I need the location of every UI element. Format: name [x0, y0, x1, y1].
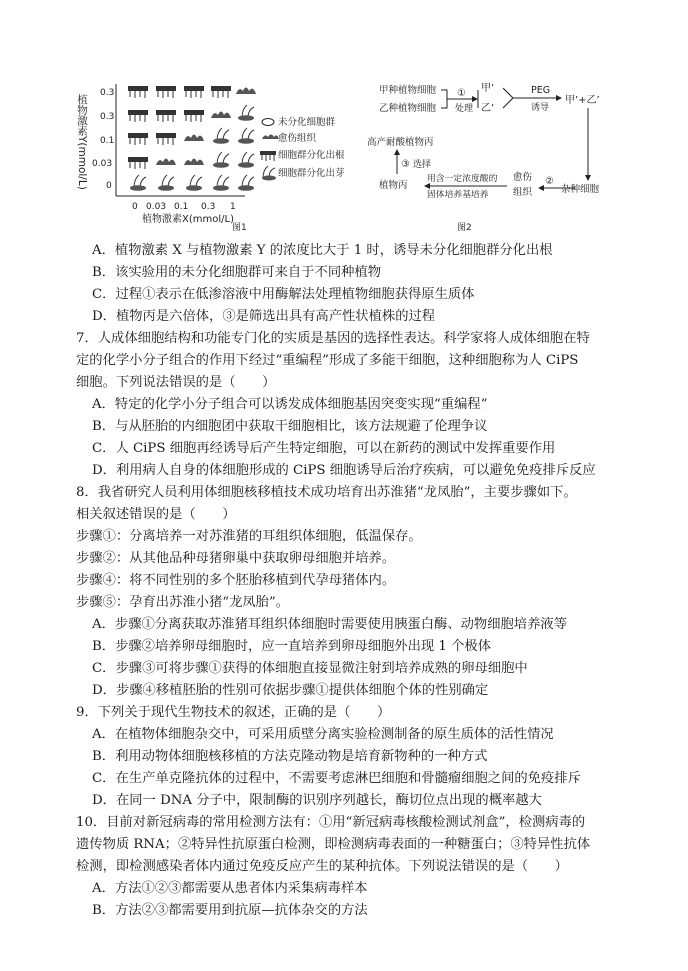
shoot-icon [213, 128, 229, 144]
fig2-caption: 图2 [457, 223, 472, 233]
text-line: 步骤①：分离培养一对苏淮猪的耳组织体细胞，低温保存。 [76, 529, 422, 544]
root-icon [260, 151, 276, 161]
fig1-y-tick: 0 [106, 181, 112, 191]
fig2-peg: PEG [531, 85, 551, 96]
text-line: A．特定的化学小分子组合可以诱发成体细胞基因突变实现“重编程” [92, 397, 488, 412]
undifferentiated-cell-icon [262, 119, 274, 126]
fig2-cell-a: 甲种植物细胞 [379, 85, 437, 96]
fig1-y-tick: 0.3 [100, 112, 115, 122]
fig2-bracket [441, 90, 454, 108]
fig2-medium: 固体培养基培养 [427, 190, 489, 200]
fig2-callus: 组织 [513, 187, 533, 198]
shoot-icon [238, 152, 254, 168]
text-line: D．在同一 DNA 分子中，限制酶的识别序列越长，酶切位点出现的概率越大 [92, 793, 542, 808]
text-line: 定的化学小分子组合的作用下经过“重编程”形成了多能干细胞，这种细胞称为人 CiPS [76, 353, 579, 368]
text-line: 相关叙述错误的是（ ） [76, 507, 236, 522]
text-line: C．人 CiPS 细胞再经诱导后产生特定细胞，可以在新药的测试中发挥重要作用 [92, 441, 556, 456]
callus-icon [236, 88, 256, 95]
root-icon [128, 110, 148, 122]
fig2-step1: ① [457, 88, 466, 99]
shoot-icon [186, 175, 202, 191]
fig1-legend-item: 细胞群分化出芽 [278, 168, 345, 179]
text-line: A．步骤①分离获取苏淮猪耳组织体细胞时需要使用胰蛋白酶、动物细胞培养液等 [92, 617, 567, 632]
text-line: A．在植物体细胞杂交中，可采用质壁分离实验检测制备的原生质体的活性情况 [92, 727, 554, 742]
fig2-jia: 甲’ [481, 83, 495, 94]
text-line: D．步骤④移植胚胎的性别可依据步骤①提供体细胞个体的性别确定 [92, 683, 489, 698]
text-line: D．利用病人自身的体细胞形成的 CiPS 细胞诱导后治疗疾病，可以避免免疫排斥反应 [92, 463, 596, 478]
fig1-x-tick: 0.3 [201, 202, 216, 212]
fig2-hybrid: 杂种细胞 [561, 184, 600, 195]
shoot-icon [130, 175, 146, 191]
text-line: D．植物丙是六倍体，③是筛选出具有高产性状植株的过程 [92, 309, 436, 324]
fig1-x-tick: 0.03 [146, 202, 167, 212]
text-line: C．步骤③可将步骤①获得的体细胞直接显微注射到培养成熟的卵母细胞中 [92, 661, 528, 676]
callus-icon [184, 135, 204, 142]
root-icon [156, 110, 176, 122]
shoot-icon [238, 105, 254, 121]
root-icon [128, 86, 148, 98]
root-icon [184, 86, 204, 98]
fig1-y-tick: 0.03 [92, 159, 113, 169]
shoot-icon [213, 175, 229, 191]
callus-icon [262, 135, 279, 140]
fig1-legend-item: 细胞群分化出根 [278, 150, 345, 161]
fig1-x-tick: 0.1 [174, 202, 189, 212]
text-line: 细胞。下列说法错误的是（ ） [76, 375, 276, 390]
fig2-medium: 用含一定浓度酸的 [427, 174, 498, 184]
fig2-step2: ② [545, 176, 554, 187]
fig2-fused: 甲’+乙’ [565, 95, 600, 106]
text-line: A．植物激素 X 与植物激素 Y 的浓度比大于 1 时，诱导未分化细胞群分化出根 [92, 243, 553, 258]
fig2-cell-b: 乙种植物细胞 [379, 103, 437, 114]
fig2-step3-label: 选择 [413, 160, 432, 170]
text-line: 8．我省研究人员利用体细胞核移植技术成功培育出苏淮猪“龙凤胎”，主要步骤如下。 [76, 485, 577, 500]
root-icon [128, 157, 148, 169]
fig1-legend-item: 未分化细胞群 [278, 117, 336, 128]
figure-2-diagram [365, 78, 640, 236]
text-line: 步骤④：将不同性别的多个胚胎移植到代孕母猪体内。 [76, 573, 396, 588]
fig2-step1-label: 处理 [455, 104, 474, 114]
fig1-x-axis-title: 植物激素X(mmol/L) [142, 214, 234, 225]
fig1-legend-item: 愈伤组织 [278, 133, 317, 144]
fig1-legend [260, 116, 345, 181]
callus-icon [211, 112, 231, 119]
text-line: B．方法②③都需要用到抗原—抗体杂交的方法 [92, 903, 368, 918]
figure-1-plot [70, 78, 370, 236]
shoot-icon [213, 152, 229, 168]
fig2-plant-c: 植物丙 [379, 180, 408, 191]
fig1-cell-grid [128, 86, 256, 191]
root-icon [156, 133, 176, 145]
root-icon [128, 133, 148, 145]
callus-icon [184, 159, 204, 166]
root-icon [211, 86, 231, 98]
fig1-x-tick: 1 [230, 202, 236, 212]
text-line: 检测，即检测感染者体内通过免疫反应产生的某种抗体。下列说法错误的是（ ） [76, 859, 568, 874]
fig2-merge [503, 88, 513, 108]
fig2-plant-c-title: 高产耐酸植物丙 [367, 137, 434, 148]
text-line: B．该实验用的未分化细胞群可来自于不同种植物 [92, 265, 382, 280]
text-line: 7．人成体细胞结构和功能专门化的实质是基因的选择性表达。科学家将人成体细胞在特 [76, 331, 590, 346]
figure-2 [365, 78, 640, 236]
fig2-callus: 愈伤 [513, 172, 533, 183]
root-icon [156, 86, 176, 98]
shoot-icon [238, 128, 254, 144]
fig1-x-tick: 0 [132, 202, 138, 212]
callus-icon [156, 159, 176, 166]
text-line: 10．目前对新冠病毒的常用检测方法有：①用“新冠病毒核酸检测试剂盒”，检测病毒的 [76, 815, 586, 830]
text-line: C．过程①表示在低渗溶液中用酶解法处理植物细胞获得原生质体 [92, 287, 475, 302]
text-line: 步骤⑤：孕育出苏淮小猪“龙凤胎”。 [76, 595, 290, 610]
text-line: B．与从胚胎的内细胞团中获取干细胞相比，该方法规避了伦理争议 [92, 419, 488, 434]
shoot-icon [158, 175, 174, 191]
text-line: 9．下列关于现代生物技术的叙述，正确的是（ ） [76, 705, 391, 720]
fig2-yi: 乙’ [481, 103, 495, 114]
fig1-caption: 图1 [232, 223, 247, 233]
fig2-peg-label: 诱导 [531, 103, 550, 113]
root-icon [184, 110, 204, 122]
fig1-y-tick: 0.3 [100, 88, 115, 98]
text-line: B．步骤②培养卵母细胞时，应一直培养到卵母细胞外出现 1 个极体 [92, 639, 491, 654]
figure-1 [70, 78, 370, 236]
text-line: 遗传物质 RNA；②特异性抗原蛋白检测，即检测病毒表面的一种糖蛋白；③特异性抗体 [76, 837, 591, 852]
text-line: C．在生产单克隆抗体的过程中，不需要考虑淋巴细胞和骨髓瘤细胞之间的免疫排斥 [92, 771, 581, 786]
text-line: A．方法①②③都需要从患者体内采集病毒样本 [92, 881, 368, 896]
shoot-icon [262, 166, 276, 181]
fig2-step3: ③ [401, 159, 410, 170]
shoot-icon [238, 175, 254, 191]
fig1-y-axis-title: 植物激素Y(mmol/L) [76, 94, 88, 190]
text-line: 步骤②：从其他品种母猪卵巢中获取卵母细胞并培养。 [76, 551, 396, 566]
fig1-y-tick: 0.1 [100, 136, 115, 146]
text-line: B．利用动物体细胞核移植的方法克隆动物是培育新物种的一种方式 [92, 749, 488, 764]
